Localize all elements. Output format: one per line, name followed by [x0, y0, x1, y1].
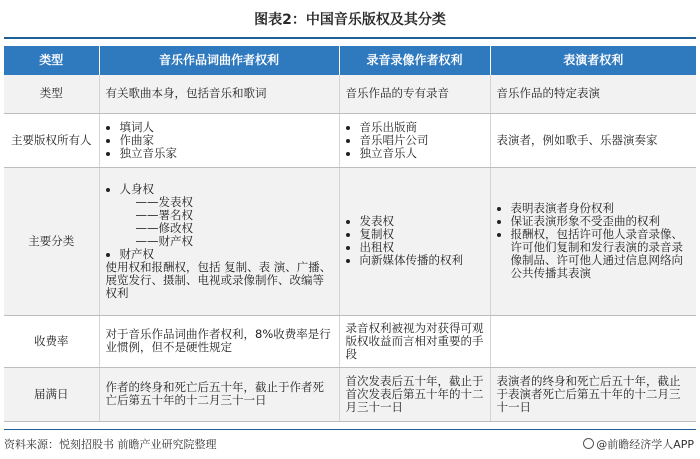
header-type: 类型 — [4, 46, 99, 75]
list-item: • 保证表演形象不受歪曲的权利 — [511, 215, 691, 228]
sub-item: ——署名权 — [135, 207, 193, 222]
cell-category-music — [99, 167, 339, 315]
sub-item: ——财产权 — [135, 233, 193, 248]
row-label-category: 主要分类 — [4, 167, 99, 315]
list-item — [120, 248, 333, 261]
cell-fee-performer — [490, 315, 696, 367]
row-label-type: 类型 — [4, 75, 99, 113]
header-recording: 录音录像作者权利 — [339, 46, 490, 75]
property-right-label: 财产权 — [119, 246, 154, 261]
cell-fee-recording: 录音权利被视为对获得可观版权收益而言相对重要的手段 — [339, 315, 490, 367]
copyright-table — [4, 46, 696, 422]
table-row — [4, 367, 696, 421]
cell-type-recording: 音乐作品的专有录音 — [339, 75, 490, 113]
cell-holder-recording — [339, 113, 490, 167]
list-item: • 报酬权，包括许可他人录音录像、许可他们复制和发行表演的录音录像制品、许可他人通过信息网络向公共传播其表演 — [511, 228, 691, 280]
cell-fee-music: 对于音乐作品词曲作者权利，8%收费率是行业惯例，但不是硬性规定 — [99, 315, 339, 367]
list-item — [120, 183, 333, 248]
source-note: 资料来源：悦刻招股书 前瞻产业研究院整理 — [4, 438, 217, 451]
header-music-work: 音乐作品词曲作者权利 — [99, 46, 339, 75]
brand-credit — [583, 436, 694, 452]
cell-term-music: 作者的终身和死亡后五十年，截止于作者死亡后第五十年的十二月三十一日 — [99, 367, 339, 421]
list-item: • 独立音乐人 — [360, 147, 484, 160]
row-label-holder: 主要版权所有人 — [4, 113, 99, 167]
table-row — [4, 113, 696, 167]
list-item: • 音乐唱片公司 — [360, 134, 484, 147]
list-item: • 独立音乐家 — [120, 147, 333, 160]
personal-right-label: 人身权 — [119, 181, 154, 196]
bottom-divider — [4, 429, 696, 430]
sub-item: ——修改权 — [135, 220, 193, 235]
property-right-text: 使用权和报酬权，包括 复制、表 演、广播、展览发行、摄制、电视或录像制作、改编等权利 — [105, 259, 332, 300]
cell-type-performer: 音乐作品的特定表演 — [490, 75, 696, 113]
cell-holder-music — [99, 113, 339, 167]
table-header-row — [4, 46, 696, 75]
list-item: • 发表权 — [360, 215, 484, 228]
page-title: 图表2：中国音乐版权及其分类 — [254, 12, 446, 28]
list-item: • 填词人 — [120, 121, 333, 134]
top-divider — [4, 37, 696, 39]
table-row — [4, 315, 696, 367]
cell-term-performer: 表演者的终身和死亡后五十年，截止于表演者死亡后第五十年的十二月三十一日 — [490, 367, 696, 421]
table-row — [4, 167, 696, 315]
list-item: • 向新媒体传播的权利 — [360, 254, 484, 267]
row-label-fee: 收费率 — [4, 315, 99, 367]
list-item: • 表明表演者身份权利 — [511, 202, 691, 215]
list-item: • 复制权 — [360, 228, 484, 241]
cell-type-music: 有关歌曲本身，包括音乐和歌词 — [99, 75, 339, 113]
table-row — [4, 75, 696, 113]
list-item: • 作曲家 — [120, 134, 333, 147]
list-item: • 音乐出版商 — [360, 121, 484, 134]
globe-icon — [583, 438, 594, 449]
cell-category-performer — [490, 167, 696, 315]
cell-category-recording — [339, 167, 490, 315]
header-performer: 表演者权利 — [490, 46, 696, 75]
cell-holder-performer: 表演者，例如歌手、乐器演奏家 — [490, 113, 696, 167]
row-label-term: 届满日 — [4, 367, 99, 421]
list-item: • 出租权 — [360, 241, 484, 254]
brand-text: @前瞻经济学人APP — [596, 438, 694, 451]
sub-item: ——发表权 — [135, 194, 193, 209]
cell-term-recording: 首次发表后五十年，截止于首次发表后第五十年的十二月三十一日 — [339, 367, 490, 421]
